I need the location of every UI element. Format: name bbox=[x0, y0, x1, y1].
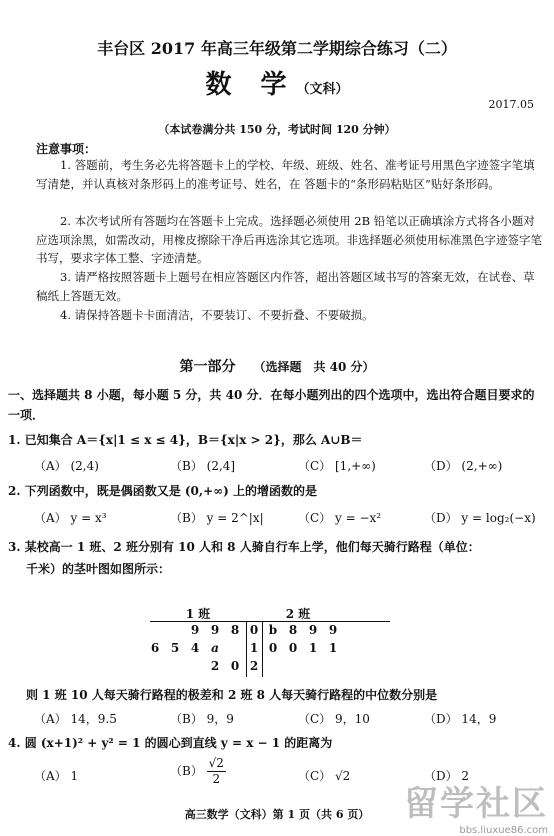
stem-cell: 0 bbox=[249, 623, 259, 637]
q2-option-c: （C） y = −x² bbox=[298, 511, 382, 525]
q4-option-a: （A） 1 bbox=[34, 769, 79, 783]
q4-option-c: （C） √2 bbox=[298, 769, 351, 783]
stem-and-leaf-plot bbox=[150, 605, 390, 677]
q1-option-c: （C） [1,+∞) bbox=[298, 459, 376, 473]
leaf-cell: 0 bbox=[288, 641, 298, 655]
leaf-cell: 8 bbox=[288, 623, 298, 637]
leaf-cell: 9 bbox=[308, 623, 318, 637]
leaf-cell: 1 bbox=[328, 641, 338, 655]
leaf-cell: 8 bbox=[230, 623, 240, 637]
leaf-cell: 9 bbox=[210, 623, 220, 637]
question-2-stem: 2. 下列函数中，既是偶函数又是 (0,+∞) 上的增函数的是 bbox=[8, 484, 317, 498]
leaf-cell: 6 bbox=[150, 641, 160, 655]
notice-item: 4. 请保持答题卡卡面清洁，不要装订、不要折叠、不要破损。 bbox=[60, 308, 374, 322]
page-footer: 高三数学（文科）第 1 页（共 6 页） bbox=[184, 808, 370, 821]
part-heading bbox=[0, 356, 554, 376]
leaf-top-rule bbox=[150, 621, 390, 622]
leaf-cell: 1 bbox=[308, 641, 318, 655]
q4-option-b-label: （B） bbox=[170, 764, 203, 778]
question-4-stem: 4. 圆 (x+1)² + y² = 1 的圆心到直线 y = x − 1 的距离为 bbox=[8, 736, 333, 750]
leaf-cell: 4 bbox=[190, 641, 200, 655]
exam-date: 2017.05 bbox=[488, 98, 534, 111]
exam-info: （本试卷满分共 150 分，考试时间 120 分钟） bbox=[158, 123, 396, 136]
watermark-url: bbs.liuxue86.com bbox=[459, 825, 548, 836]
q4-option-b bbox=[170, 756, 226, 787]
q3-option-d: （D） 14，9 bbox=[424, 712, 497, 726]
question-1-stem: 1. 已知集合 A＝{x|1 ≤ x ≤ 4}，B＝{x|x > 2}，那么 A∪B＝ bbox=[8, 433, 363, 447]
q1-option-d: （D） (2,+∞) bbox=[424, 459, 503, 473]
notice-item: 3. 请严格按照答题卡上题号在相应答题区内作答，超出答题区域书写的答案无效，在试卷、草稿纸上答题无效。 bbox=[36, 270, 535, 303]
leaf-cell: 2 bbox=[210, 659, 220, 673]
leaf-cell: 0 bbox=[268, 641, 278, 655]
question-3-stem-line3: 则 1 班 10 人每天骑行路程的极差和 2 班 8 人每天骑行路程的中位数分别是 bbox=[26, 688, 438, 702]
leaf-cell: 0 bbox=[230, 659, 240, 673]
leaf-cell: 5 bbox=[170, 641, 180, 655]
notice-item: 1. 答题前，考生务必先将答题卡上的学校、年级、班级、姓名、准考证号用黑色字迹签字笔填写清楚，并认真核对条形码上的准考证号、姓名，在 答题卡的“条形码粘贴区”贴好条形码。 bbox=[36, 158, 535, 191]
section-intro: 一、选择题共 8 小题，每小题 5 分，共 40 分．在每小题列出的四个选项中，选出符合题目要求的一项． bbox=[8, 388, 535, 422]
q4-option-b-fraction bbox=[207, 756, 226, 787]
q2-option-a: （A） y = x³ bbox=[34, 511, 107, 525]
q2-option-d: （D） y = log₂(−x) bbox=[424, 511, 536, 525]
q3-option-a: （A） 14，9.5 bbox=[34, 712, 117, 726]
leaf-cell: a bbox=[211, 641, 219, 655]
leaf-header-class2: 2 班 bbox=[285, 607, 311, 621]
leaf-cell: 9 bbox=[328, 623, 338, 637]
leaf-cell: 9 bbox=[190, 623, 200, 637]
watermark-logo: 留学社区 bbox=[404, 784, 548, 824]
q2-option-b: （B） y = 2^|x| bbox=[170, 511, 264, 525]
notice-item: 2. 本次考试所有答题均在答题卡上完成。选择题必须使用 2B 铅笔以正确填涂方式将各小题对应选项涂黑，如需改动，用橡皮擦除干净后再选涂其它选项。非选择题必须使用标准黑色字迹签字笔书写，要求字体工整、字迹清楚。 bbox=[36, 214, 542, 265]
stem-cell: 1 bbox=[249, 641, 259, 655]
fraction-denominator: 2 bbox=[212, 772, 221, 786]
q1-option-b: （B） (2,4] bbox=[170, 459, 236, 473]
q1-option-a: （A） (2,4) bbox=[34, 459, 99, 473]
question-3-stem-line1: 3. 某校高一 1 班、2 班分别有 10 人和 8 人骑自行车上学，他们每天骑行路程（单位： bbox=[8, 540, 480, 554]
fraction-numerator: √2 bbox=[208, 756, 224, 770]
subject-tag: （文科） bbox=[296, 82, 349, 97]
question-3-stem-line2: 千米）的茎叶图如图所示： bbox=[26, 562, 171, 576]
exam-title: 丰台区 2017 年高三年级第二学期综合练习（二） bbox=[97, 39, 457, 58]
part-subtitle: （选择题 共 40 分） bbox=[253, 360, 375, 374]
q4-option-d: （D） 2 bbox=[424, 769, 470, 783]
leaf-header-class1: 1 班 bbox=[185, 607, 211, 621]
part-title: 第一部分 bbox=[179, 359, 236, 375]
subject-name: 数 学 bbox=[205, 70, 297, 100]
leaf-cell: b bbox=[268, 623, 278, 637]
q3-option-c: （C） 9，10 bbox=[298, 712, 370, 726]
subject-heading bbox=[0, 64, 554, 101]
notice-heading: 注意事项： bbox=[36, 142, 97, 156]
stem-cell: 2 bbox=[249, 659, 259, 673]
leaf-divider-right bbox=[262, 621, 263, 677]
q3-option-b: （B） 9，9 bbox=[170, 712, 234, 726]
